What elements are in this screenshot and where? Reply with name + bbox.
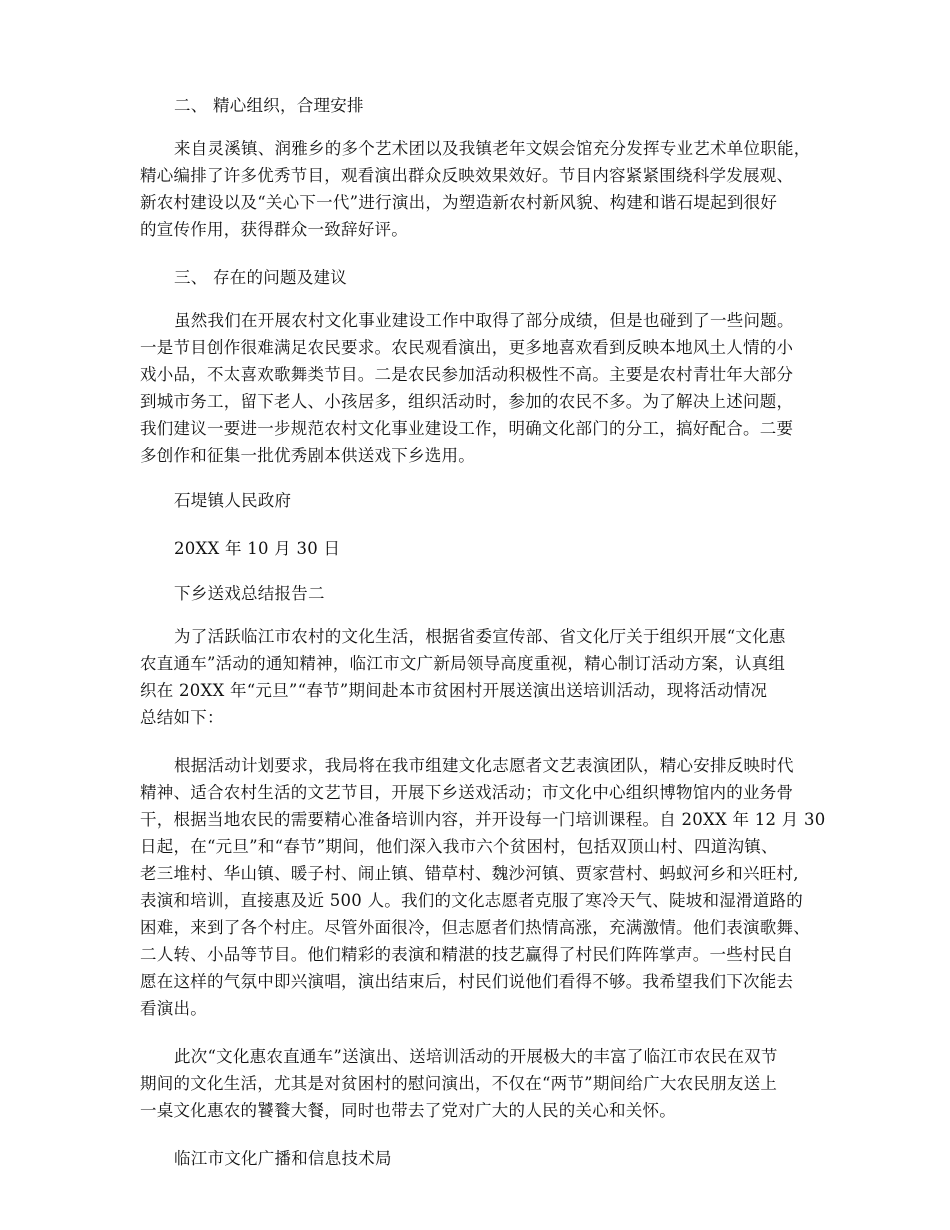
signature-organization: 石堤镇人民政府 — [174, 491, 292, 510]
paragraph-line: 织在 20XX 年“元旦”“春节”期间赴本市贫困村开展送演出送培训活动，现将活动情况 — [140, 681, 768, 700]
paragraph-line: 来自灵溪镇、润雅乡的多个艺术团以及我镇老年文娱会馆充分发挥专业艺术单位职能， — [174, 139, 811, 158]
paragraph-line: 精神、适合农村生活的文艺节目，开展下乡送戏活动；市文化中心组织博物馆内的业务骨 — [140, 783, 794, 802]
paragraph-activities — [140, 752, 826, 1022]
paragraph-line: 看演出。 — [140, 999, 207, 1018]
paragraph-line: 戏小品，不太喜欢歌舞类节目。二是农民参加活动积极性不高。主要是农村青壮年大部分 — [140, 365, 794, 384]
signature-organization-2: 临江市文化广播和信息技术局 — [174, 1149, 392, 1168]
paragraph-line: 新农村建设以及“关心下一代”进行演出，为塑造新农村新风貌、构建和谐石堤起到很好 — [140, 193, 778, 212]
signature-date: 20XX 年 10 月 30 日 — [174, 539, 341, 558]
paragraph-line: 精心编排了许多优秀节目，观看演出群众反映效果效好。节目内容紧紧围绕科学发展观、 — [140, 166, 794, 185]
paragraph-line: 日起，在“元旦”和“春节”期间，他们深入我市六个贫困村，包括双顶山村、四道沟镇、 — [140, 837, 778, 856]
paragraph-line: 到城市务工，留下老人、小孩居多，组织活动时，参加的农民不多。为了解决上述问题， — [140, 392, 794, 411]
paragraph-line: 此次“文化惠农直通车”送演出、送培训活动的开展极大的丰富了临江市农民在双节 — [174, 1047, 778, 1066]
paragraph-line: 期间的文化生活，尤其是对贫困村的慰问演出，不仅在“两节”期间给广大农民朋友送上 — [140, 1074, 778, 1093]
paragraph-line: 虽然我们在开展农村文化事业建设工作中取得了部分成绩，但是也碰到了一些问题。 — [174, 311, 794, 330]
paragraph-line: 困难，来到了各个村庄。尽管外面很冷，但志愿者们热情高涨，充满激情。他们表演歌舞、 — [140, 918, 810, 937]
section-heading-2: 二、 精心组织，合理安排 — [174, 96, 364, 115]
paragraph-line: 多创作和征集一批优秀剧本供送戏下乡选用。 — [140, 446, 475, 465]
paragraph-summary — [140, 1043, 820, 1124]
paragraph-organization — [140, 135, 820, 243]
paragraph-line: 表演和培训，直接惠及近 500 人。我们的文化志愿者克服了寒冷天气、陡坡和湿滑道路的 — [140, 891, 803, 910]
paragraph-line: 的宣传作用，获得群众一致辞好评。 — [140, 220, 408, 239]
paragraph-line: 农直通车”活动的通知精神，临江市文广新局领导高度重视，精心制订活动方案，认真组 — [140, 654, 786, 673]
paragraph-line: 总结如下： — [140, 708, 224, 727]
paragraph-line: 一是节目创作很难满足农民要求。农民观看演出，更多地喜欢看到反映本地风土人情的小 — [140, 338, 794, 357]
paragraph-line: 一桌文化惠农的饕餮大餐，同时也带去了党对广大的人民的关心和关怀。 — [140, 1101, 676, 1120]
paragraph-line: 老三堆村、华山镇、暖子村、闹止镇、错草村、魏沙河镇、贾家营村、蚂蚁河乡和兴旺村, — [140, 864, 799, 883]
paragraph-line: 干，根据当地农民的需要精心准备培训内容，并开设每一门培训课程。自 20XX 年 12 月 30 — [140, 810, 826, 829]
document-page — [140, 92, 826, 1172]
report-title: 下乡送戏总结报告二 — [174, 584, 325, 603]
paragraph-line: 愿在这样的气氛中即兴演唱，演出结束后，村民们说他们看得不够。我希望我们下次能去 — [140, 972, 794, 991]
paragraph-line: 根据活动计划要求，我局将在我市组建文化志愿者文艺表演团队，精心安排反映时代 — [174, 756, 794, 775]
paragraph-problems — [140, 307, 820, 469]
paragraph-line: 为了活跃临江市农村的文化生活，根据省委宣传部、省文化厅关于组织开展“文化惠 — [174, 627, 786, 646]
paragraph-line: 我们建议一要进一步规范农村文化事业建设工作，明确文化部门的分工，搞好配合。二要 — [140, 419, 794, 438]
paragraph-intro — [140, 623, 820, 731]
paragraph-line: 二人转、小品等节目。他们精彩的表演和精湛的技艺赢得了村民们阵阵掌声。一些村民自 — [140, 945, 794, 964]
section-heading-3: 三、 存在的问题及建议 — [174, 268, 347, 287]
